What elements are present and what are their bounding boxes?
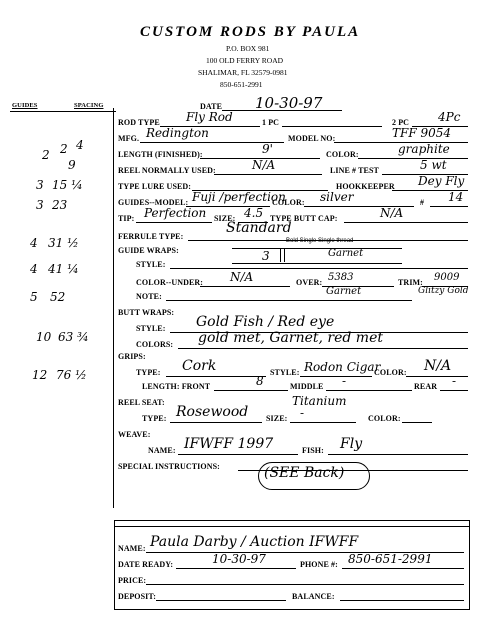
guide-count: 12 bbox=[32, 368, 48, 382]
style-note: Bold Single Single thread bbox=[286, 238, 354, 244]
deposit-label: DEPOSIT: bbox=[118, 592, 156, 601]
spacing-value: 4 bbox=[76, 138, 84, 152]
rod-type-value: Fly Rod bbox=[186, 110, 233, 124]
balance-label: BALANCE: bbox=[292, 592, 335, 601]
rear-line bbox=[440, 390, 468, 391]
style-label: STYLE: bbox=[136, 260, 166, 269]
date-ready-label: DATE READY: bbox=[118, 560, 174, 569]
customer-box-inner bbox=[114, 526, 470, 527]
grip-color-label: COLOR: bbox=[374, 368, 407, 377]
hookkeeper-label: HOOKKEEPER bbox=[336, 182, 395, 191]
mfg-value: Redington bbox=[146, 126, 209, 140]
note-label: NOTE: bbox=[136, 292, 162, 301]
style-bracket-divider bbox=[280, 248, 281, 262]
color-line bbox=[358, 158, 468, 159]
model-no-value: TFF 9054 bbox=[392, 126, 452, 140]
street-address: 100 OLD FERRY ROAD bbox=[206, 56, 284, 65]
guide-count: 5 bbox=[30, 290, 38, 304]
city-address: SHALIMAR, FL 32579-0981 bbox=[198, 68, 288, 77]
guide-num-label: # bbox=[420, 198, 425, 207]
note-line bbox=[166, 300, 412, 301]
middle-line bbox=[326, 390, 412, 391]
ferrule-label: FERRULE TYPE: bbox=[118, 232, 184, 241]
header-rule bbox=[10, 111, 116, 112]
butt-colors-label: COLORS: bbox=[136, 340, 174, 349]
tip-size-value: 4.5 bbox=[244, 206, 264, 220]
trim-value: 9009 bbox=[434, 272, 460, 283]
guide-color-value: silver bbox=[320, 190, 354, 204]
hookkeeper-value: Dey Fly bbox=[418, 174, 465, 188]
over-label: OVER: bbox=[296, 278, 323, 287]
price-label: PRICE: bbox=[118, 576, 147, 585]
note-value: Garnet bbox=[326, 286, 362, 297]
seat-color-label: COLOR: bbox=[368, 414, 401, 423]
one-pc-line bbox=[282, 126, 382, 127]
style-color-value: Garnet bbox=[328, 248, 364, 259]
special-value: (SEE Back) bbox=[264, 465, 345, 481]
fish-line bbox=[328, 454, 468, 455]
mfg-label: MFG. bbox=[118, 134, 140, 143]
phone-value: 850-651-2991 bbox=[348, 552, 433, 566]
guides-header: GUIDES bbox=[12, 102, 38, 109]
spacing-value: 31 ½ bbox=[48, 236, 79, 250]
left-column-divider bbox=[113, 108, 114, 508]
butt-cap-label: TYPE BUTT CAP: bbox=[270, 214, 338, 223]
reel-normally-label: REEL NORMALLY USED: bbox=[118, 166, 216, 175]
butt-colors-line bbox=[178, 348, 468, 349]
deposit-line bbox=[156, 600, 286, 601]
butt-style-label: STYLE: bbox=[136, 324, 166, 333]
seat-type-line bbox=[170, 422, 262, 423]
front-line bbox=[214, 390, 288, 391]
ferrule-value: Standard bbox=[226, 220, 292, 236]
rear-label: REAR bbox=[414, 382, 438, 391]
price-line bbox=[146, 584, 464, 585]
front-value: 8 bbox=[256, 374, 264, 388]
seat-top-value: Titanium bbox=[292, 394, 347, 408]
grip-style-line bbox=[300, 376, 372, 377]
length-front-label: LENGTH: FRONT bbox=[142, 382, 211, 391]
reel-normally-value: N/A bbox=[252, 158, 276, 172]
color-value: graphite bbox=[398, 142, 450, 156]
grip-color-line bbox=[406, 376, 468, 377]
line-test-label: LINE # TEST bbox=[330, 166, 379, 175]
shop-phone: 850-651-2991 bbox=[220, 80, 263, 89]
style-bracket bbox=[232, 248, 402, 264]
guide-count: 3 bbox=[36, 178, 44, 192]
grip-style-label: STYLE: bbox=[270, 368, 300, 377]
tip-label: TIP: bbox=[118, 214, 135, 223]
tip-line bbox=[136, 222, 212, 223]
reel-normally-line bbox=[214, 174, 322, 175]
grip-type-line bbox=[166, 376, 266, 377]
seat-type-label: TYPE: bbox=[142, 414, 167, 423]
guides-model-label: GUIDES--MODEL: bbox=[118, 198, 189, 207]
guide-num-line bbox=[430, 206, 468, 207]
spacing-value: 41 ¼ bbox=[48, 262, 79, 276]
fish-value: Fly bbox=[340, 436, 363, 452]
guide-num-value: 14 bbox=[448, 190, 464, 204]
reel-seat-label: REEL SEAT: bbox=[118, 398, 165, 407]
date-ready-value: 10-30-97 bbox=[212, 552, 266, 566]
grip-type-value: Cork bbox=[182, 358, 217, 374]
middle-value: - bbox=[342, 374, 347, 388]
spacing-value: 63 ¾ bbox=[58, 330, 89, 344]
phone-line bbox=[342, 568, 464, 569]
color-label: COLOR: bbox=[326, 150, 359, 159]
grips-label: GRIPS: bbox=[118, 352, 146, 361]
name-label: NAME: bbox=[118, 544, 146, 553]
rod-type-label: ROD TYPE bbox=[118, 118, 160, 127]
two-pc-label: 2 PC bbox=[392, 118, 410, 127]
type-lure-label: TYPE LURE USED: bbox=[118, 182, 192, 191]
butt-style-value: Gold Fish / Red eye bbox=[196, 314, 335, 330]
weave-name-label: NAME: bbox=[148, 446, 176, 455]
rear-value: - bbox=[452, 374, 457, 388]
model-no-label: MODEL NO: bbox=[288, 134, 336, 143]
fish-label: FISH: bbox=[302, 446, 324, 455]
butt-cap-line bbox=[344, 222, 468, 223]
color-under-line bbox=[200, 286, 290, 287]
shop-title: CUSTOM RODS BY PAULA bbox=[140, 24, 361, 40]
color-under-value: N/A bbox=[230, 270, 254, 284]
spacing-value: 23 bbox=[52, 198, 68, 212]
style-line bbox=[170, 268, 468, 269]
spacing-value: 9 bbox=[68, 158, 76, 172]
guide-count: 4 bbox=[30, 236, 38, 250]
length-label: LENGTH (FINISHED): bbox=[118, 150, 203, 159]
one-pc-label: 1 PC bbox=[262, 118, 280, 127]
name-value: Paula Darby / Auction IFWFF bbox=[150, 534, 359, 550]
length-value: 9' bbox=[262, 142, 273, 156]
guide-wraps-label: GUIDE WRAPS: bbox=[118, 246, 179, 255]
weave-name-value: IFWFF 1997 bbox=[184, 436, 274, 452]
butt-wraps-label: BUTT WRAPS: bbox=[118, 308, 175, 317]
balance-line bbox=[340, 600, 464, 601]
phone-label: PHONE #: bbox=[300, 560, 338, 569]
tip-value: Perfection bbox=[144, 206, 207, 220]
guide-count: 10 bbox=[36, 330, 52, 344]
trim-label: TRIM: bbox=[398, 278, 423, 287]
style-bracket-divider bbox=[284, 248, 285, 262]
spacing-value: 15 ¼ bbox=[52, 178, 83, 192]
po-box: P.O. BOX 981 bbox=[226, 44, 270, 53]
grip-style-value: Rodon Cigar bbox=[304, 360, 381, 374]
spacing-value: 76 ½ bbox=[56, 368, 87, 382]
seat-size-line bbox=[290, 422, 356, 423]
grip-type-label: TYPE: bbox=[136, 368, 161, 377]
guide-count: 2 bbox=[42, 148, 50, 162]
date-label: DATE bbox=[200, 102, 223, 111]
style-main-value: 3 bbox=[262, 249, 270, 263]
over-value: 5383 bbox=[328, 272, 354, 283]
special-instructions-label: SPECIAL INSTRUCTIONS: bbox=[118, 462, 220, 471]
butt-cap-value: N/A bbox=[380, 206, 404, 220]
spacing-value: 52 bbox=[50, 290, 66, 304]
seat-size-label: SIZE: bbox=[266, 414, 288, 423]
tip-size-label: SIZE: bbox=[214, 214, 236, 223]
date-ready-line bbox=[176, 568, 296, 569]
weave-name-line bbox=[178, 454, 298, 455]
spacing-header: SPACING bbox=[74, 102, 104, 109]
seat-color-line bbox=[402, 422, 432, 423]
middle-label: MIDDLE bbox=[290, 382, 324, 391]
date-line bbox=[222, 110, 342, 111]
line-test-value: 5 wt bbox=[420, 158, 447, 172]
guide-count: 3 bbox=[36, 198, 44, 212]
weave-label: WEAVE: bbox=[118, 430, 151, 439]
date-value: 10-30-97 bbox=[255, 94, 323, 112]
guides-model-value: Fuji /perfection bbox=[192, 190, 286, 204]
guide-count: 2 bbox=[60, 142, 68, 156]
guide-count: 4 bbox=[30, 262, 38, 276]
grip-color-value: N/A bbox=[424, 358, 452, 374]
special-line bbox=[238, 470, 468, 471]
pieces-value: 4Pc bbox=[438, 110, 461, 124]
guide-color-label: COLOR: bbox=[272, 198, 305, 207]
seat-type-value: Rosewood bbox=[176, 404, 249, 420]
note-extra-value: Glitzy Gold bbox=[418, 286, 469, 296]
butt-colors-value: gold met, Garnet, red met bbox=[198, 330, 383, 346]
seat-size-value: - bbox=[300, 406, 305, 420]
color-under-label: COLOR--UNDER: bbox=[136, 278, 204, 287]
